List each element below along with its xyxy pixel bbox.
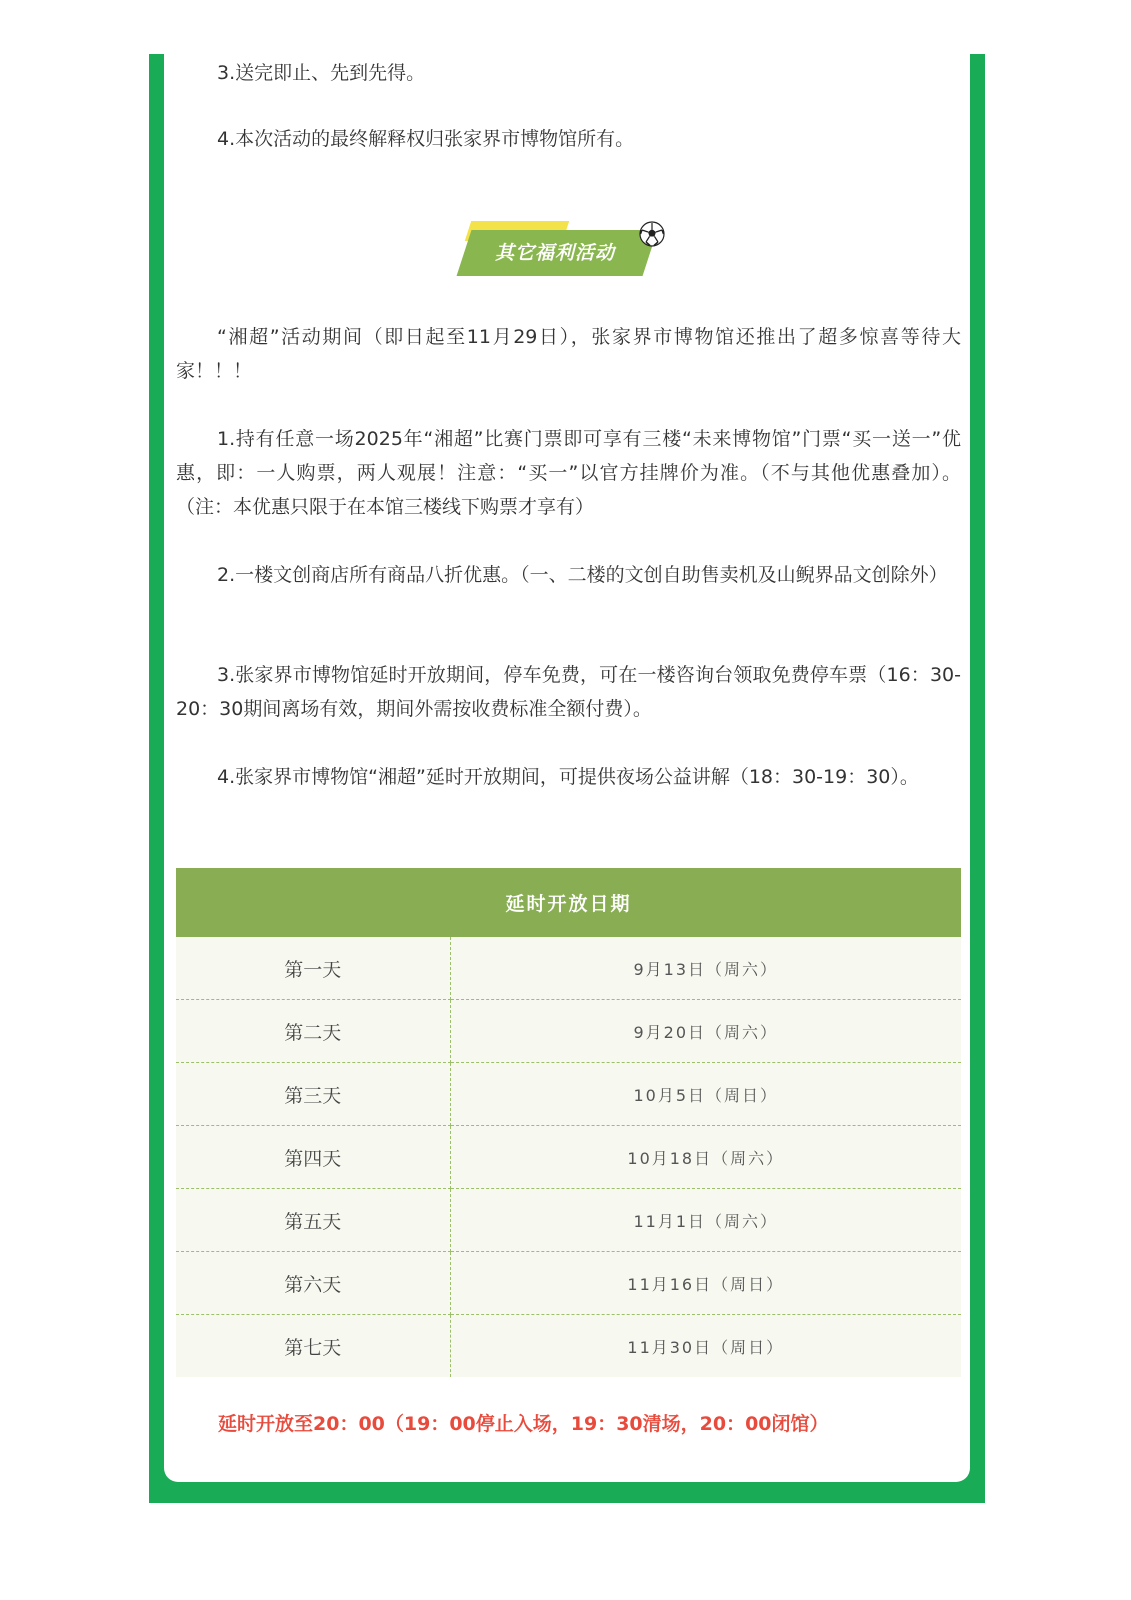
- schedule-table: [176, 868, 961, 1377]
- section-heading-banner: [460, 221, 670, 281]
- date-cell: 9月20日（周六）: [450, 1000, 961, 1063]
- table-row: [176, 1189, 961, 1252]
- intro-text: “湘超”活动期间（即日起至11月29日），张家界市博物馆还推出了超多惊喜等待大家！！！: [176, 326, 961, 382]
- table-row: [176, 1252, 961, 1315]
- day-cell: 第六天: [176, 1252, 450, 1315]
- benefit-1: [176, 422, 961, 524]
- closing-hours-note: 延时开放至20：00（19：00停止入场，19：30清场，20：00闭馆）: [218, 1413, 829, 1435]
- table-row: [176, 1063, 961, 1126]
- day-cell: 第三天: [176, 1063, 450, 1126]
- benefit-3: [176, 658, 961, 726]
- benefit-4-text: 4.张家界市博物馆“湘超”延时开放期间，可提供夜场公益讲解（18：30-19：30）。: [217, 766, 919, 788]
- date-cell: 11月30日（周日）: [450, 1315, 961, 1378]
- benefit-2: [176, 558, 961, 592]
- benefit-1-text: 1.持有任意一场2025年“湘超”比赛门票即可享有三楼“未来博物馆”门票“买一送一”优惠，即：一人购票，两人观展！注意：“买一”以官方挂牌价为准。（不与其他优惠叠加）。（注：本优惠只限于在本馆三楼线下购票才享有）: [176, 428, 961, 518]
- rule-3: [176, 56, 961, 90]
- benefit-4: [176, 760, 961, 794]
- section-title: 其它福利活动: [494, 242, 615, 264]
- day-cell: 第七天: [176, 1315, 450, 1378]
- day-cell: 第二天: [176, 1000, 450, 1063]
- day-cell: 第五天: [176, 1189, 450, 1252]
- schedule-header: 延时开放日期: [176, 868, 961, 937]
- day-cell: 第一天: [176, 937, 450, 1000]
- date-cell: 11月1日（周六）: [450, 1189, 961, 1252]
- intro-paragraph: [176, 320, 961, 388]
- table-row: [176, 937, 961, 1000]
- table-row: [176, 1315, 961, 1378]
- benefit-3-text: 3.张家界市博物馆延时开放期间，停车免费，可在一楼咨询台领取免费停车票（16：30-20：30期间离场有效，期间外需按收费标准全额付费）。: [176, 664, 961, 720]
- soccer-ball-icon: [639, 221, 665, 247]
- table-row: [176, 1126, 961, 1189]
- rule-3-text: 3.送完即止、先到先得。: [217, 62, 426, 84]
- benefit-2-text: 2.一楼文创商店所有商品八折优惠。（一、二楼的文创自助售卖机及山鲵界品文创除外）: [217, 564, 948, 586]
- rule-4: [176, 122, 961, 156]
- date-cell: 9月13日（周六）: [450, 937, 961, 1000]
- date-cell: 10月18日（周六）: [450, 1126, 961, 1189]
- day-cell: 第四天: [176, 1126, 450, 1189]
- date-cell: 11月16日（周日）: [450, 1252, 961, 1315]
- schedule-header-row: [176, 868, 961, 937]
- table-row: [176, 1000, 961, 1063]
- date-cell: 10月5日（周日）: [450, 1063, 961, 1126]
- rule-4-text: 4.本次活动的最终解释权归张家界市博物馆所有。: [217, 128, 635, 150]
